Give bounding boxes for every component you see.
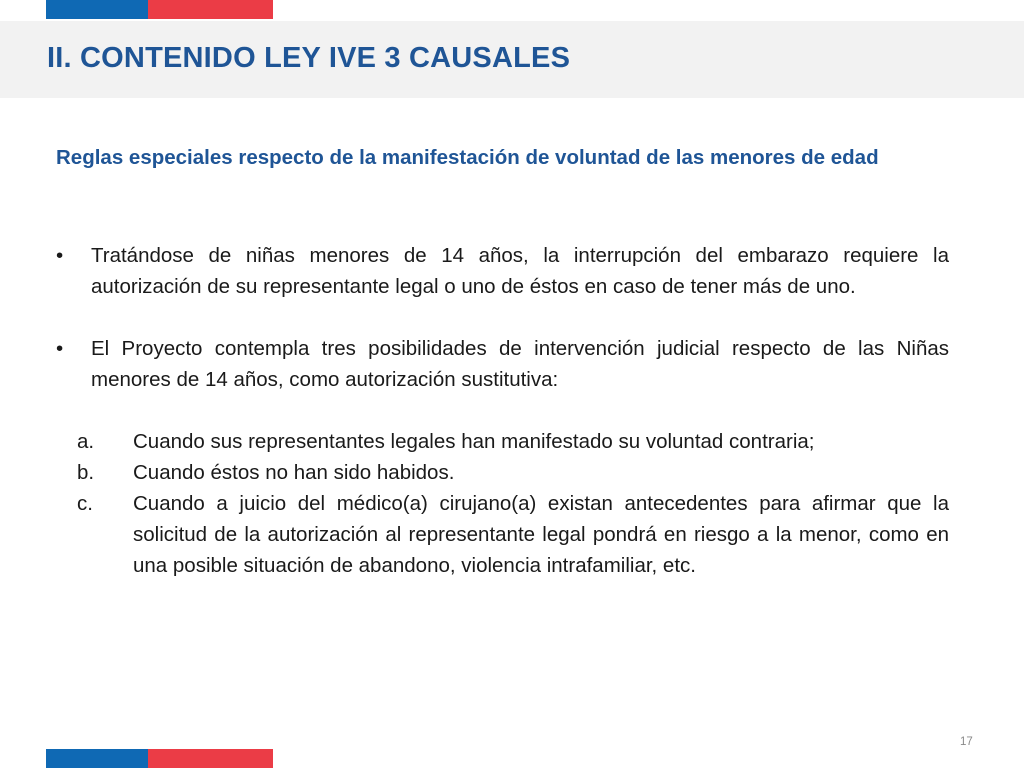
sub-item-text: Cuando éstos no han sido habidos. bbox=[133, 461, 455, 484]
sub-list-item bbox=[77, 457, 949, 488]
bullet-mark: • bbox=[56, 244, 64, 267]
bullet-item bbox=[56, 333, 949, 395]
sub-item-mark: a. bbox=[77, 430, 95, 453]
slide-content bbox=[56, 240, 949, 581]
flag-red-segment bbox=[148, 0, 273, 19]
bullet-item bbox=[56, 240, 949, 302]
flag-red-segment bbox=[148, 749, 273, 768]
sub-item-text: Cuando sus representantes legales han manifestado su voluntad contraria; bbox=[133, 430, 815, 453]
bullet-text: Tratándose de niñas menores de 14 años, la interrupción del embarazo requiere la autorización de su representante legal o uno de éstos en caso de tener más de uno. bbox=[91, 244, 949, 298]
sub-item-mark: b. bbox=[77, 461, 95, 484]
slide-title: II. CONTENIDO LEY IVE 3 CAUSALES bbox=[47, 42, 571, 74]
sub-item-text: Cuando a juicio del médico(a) cirujano(a) existan antecedentes para afirmar que la solicitud de la autorización al representante legal pondrá en riesgo a la menor, como en una posible situación de abandono, violencia intrafamiliar, etc. bbox=[133, 492, 949, 577]
section-subtitle: Reglas especiales respecto de la manifestación de voluntad de las menores de edad bbox=[56, 146, 879, 169]
flag-blue-segment bbox=[46, 749, 148, 768]
page-number: 17 bbox=[960, 736, 973, 748]
flag-blue-segment bbox=[46, 0, 148, 19]
sub-list bbox=[56, 426, 949, 581]
bottom-flag-bar bbox=[46, 749, 273, 768]
bullet-text: El Proyecto contempla tres posibilidades de intervención judicial respecto de las Niñas menores de 14 años, como autorización sustitutiva: bbox=[91, 337, 949, 391]
sub-item-mark: c. bbox=[77, 492, 93, 515]
sub-list-item bbox=[77, 488, 949, 581]
bullet-mark: • bbox=[56, 337, 64, 360]
top-flag-bar bbox=[46, 0, 273, 19]
sub-list-item bbox=[77, 426, 949, 457]
